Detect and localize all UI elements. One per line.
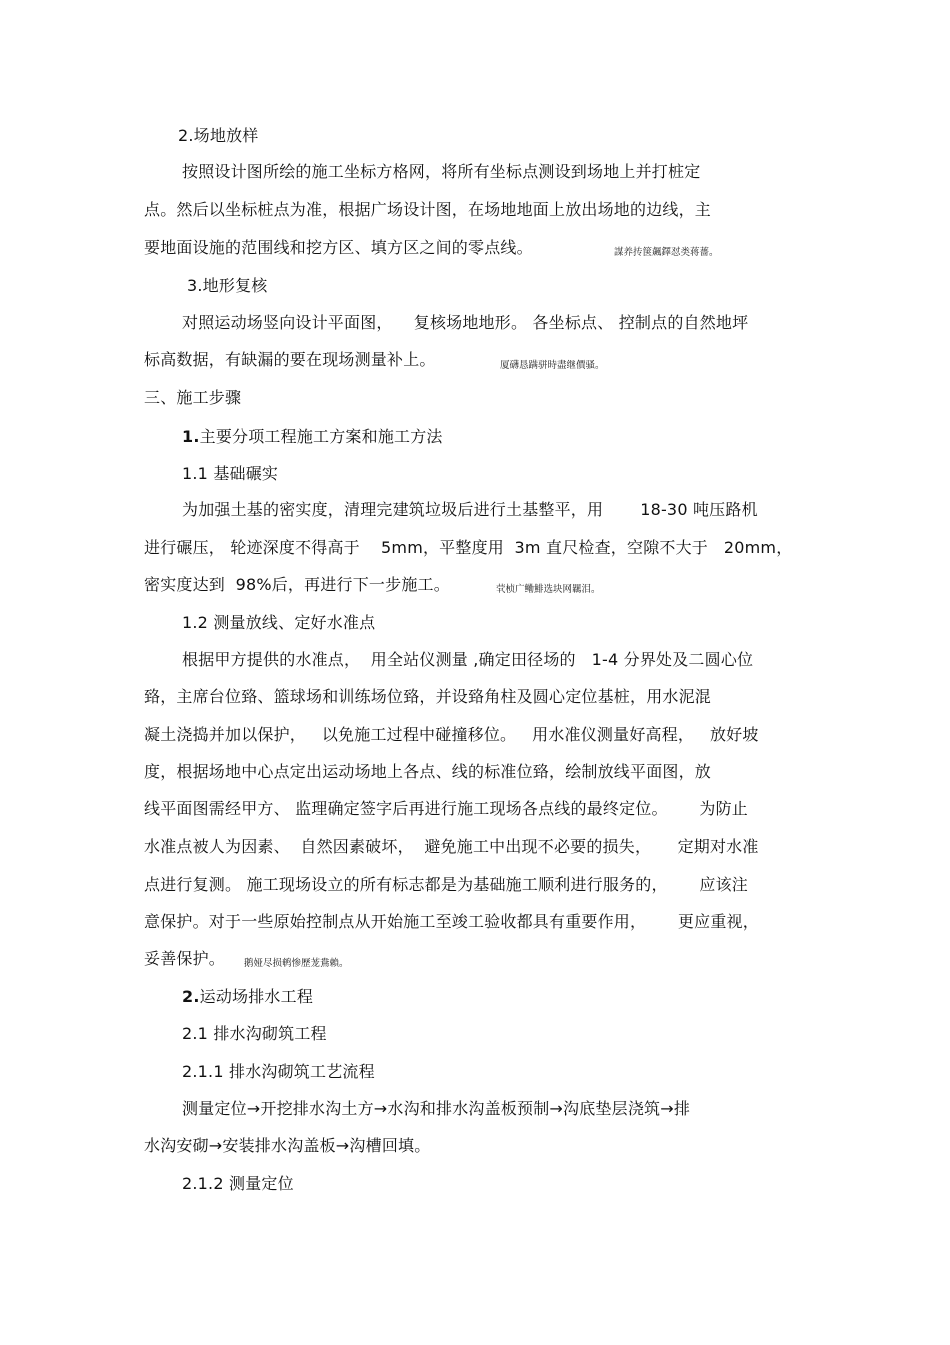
heading-site-layout: 2.场地放样	[178, 126, 259, 145]
heading-survey-benchmark: 1.2 测量放线、定好水准点	[182, 613, 376, 632]
paragraph-line: 水沟安砌→安装排水沟盖板→沟槽回填。	[144, 1136, 431, 1155]
paragraph-line: 臵，主席台位臵、篮球场和训练场位臵，并设臵角柱及圆心定位基桩，用水泥混	[144, 687, 712, 706]
paragraph-line: 按照设计图所绘的施工坐标方格网，将所有坐标点测设到场地上并打桩定	[182, 162, 701, 181]
heading-text: 运动场排水工程	[199, 987, 314, 1006]
heading-text: 主要分项工程施工方案和施工方法	[199, 427, 443, 446]
heading-terrain-check: 3.地形复核	[187, 276, 268, 295]
paragraph-line: 进行碾压， 轮迹深度不得高于 5mm，平整度用 3m 直尺检查，空隙不大于 20mm，	[144, 538, 793, 557]
paragraph-line: 测量定位→开挖排水沟土方→水沟和排水沟盖板预制→沟底垫层浇筑→排	[182, 1099, 691, 1118]
paragraph-line: 水准点被人为因素、 自然因素破坏， 避免施工中出现不必要的损失， 定期对水准	[144, 837, 759, 856]
heading-ditch-masonry: 2.1 排水沟砌筑工程	[182, 1024, 327, 1043]
paragraph-line: 意保护。对于一些原始控制点从开始施工至竣工验收都具有重要作用， 更应重视，	[144, 912, 759, 931]
paragraph-line: 度，根据场地中心点定出运动场地上各点、线的标准位臵，绘制放线平面图，放	[144, 762, 712, 781]
heading-foundation-compaction: 1.1 基础碾实	[182, 464, 279, 483]
paragraph-line: 点进行复测。 施工现场设立的所有标志都是为基础施工顺利进行服务的， 应该注	[144, 875, 749, 894]
paragraph-line: 凝土浇捣并加以保护， 以免施工过程中碰撞移位。 用水准仪测量好高程， 放好坡	[144, 725, 759, 744]
garbled-note: 謀养抟箧飆鐸怼类蒋薔。	[614, 247, 719, 258]
heading-process-flow: 2.1.1 排水沟砌筑工艺流程	[182, 1062, 375, 1081]
paragraph-line: 对照运动场竖向设计平面图， 复核场地地形。 各坐标点、 控制点的自然地坪	[182, 313, 749, 332]
section-heading-construction-steps: 三、施工步骤	[144, 388, 242, 407]
heading-number: 2.	[182, 987, 200, 1006]
paragraph-line: 要地面设施的范围线和挖方区、填方区之间的零点线。	[144, 238, 533, 257]
paragraph-line: 线平面图需经甲方、 监理确定签字后再进行施工现场各点线的最终定位。 为防止	[144, 799, 749, 818]
garbled-note: 鹅娅尽损鹌惨歷茏鴦賴。	[244, 958, 349, 969]
paragraph-line: 密实度达到 98%后，再进行下一步施工。	[144, 575, 450, 594]
paragraph-line: 根据甲方提供的水准点， 用全站仪测量 ,确定田径场的 1-4 分界处及二圆心位	[182, 650, 754, 669]
paragraph-line: 妥善保护。	[144, 949, 226, 968]
garbled-note: 厦礴恳蹒骈時盡继價骚。	[500, 360, 605, 371]
heading-survey-positioning: 2.1.2 测量定位	[182, 1174, 294, 1193]
heading-number: 1.	[182, 427, 200, 446]
garbled-note: 茕桢广鳓鯡选块网羈泪。	[496, 584, 601, 595]
paragraph-line: 点。然后以坐标桩点为准，根据广场设计图，在场地地面上放出场地的边线，主	[144, 200, 712, 219]
heading-drainage	[182, 987, 313, 1007]
paragraph-line: 为加强土基的密实度，清理完建筑垃圾后进行土基整平，用 18-30 吨压路机	[182, 500, 758, 519]
paragraph-line: 标高数据，有缺漏的要在现场测量补上。	[144, 350, 436, 369]
heading-main-items	[182, 427, 443, 447]
